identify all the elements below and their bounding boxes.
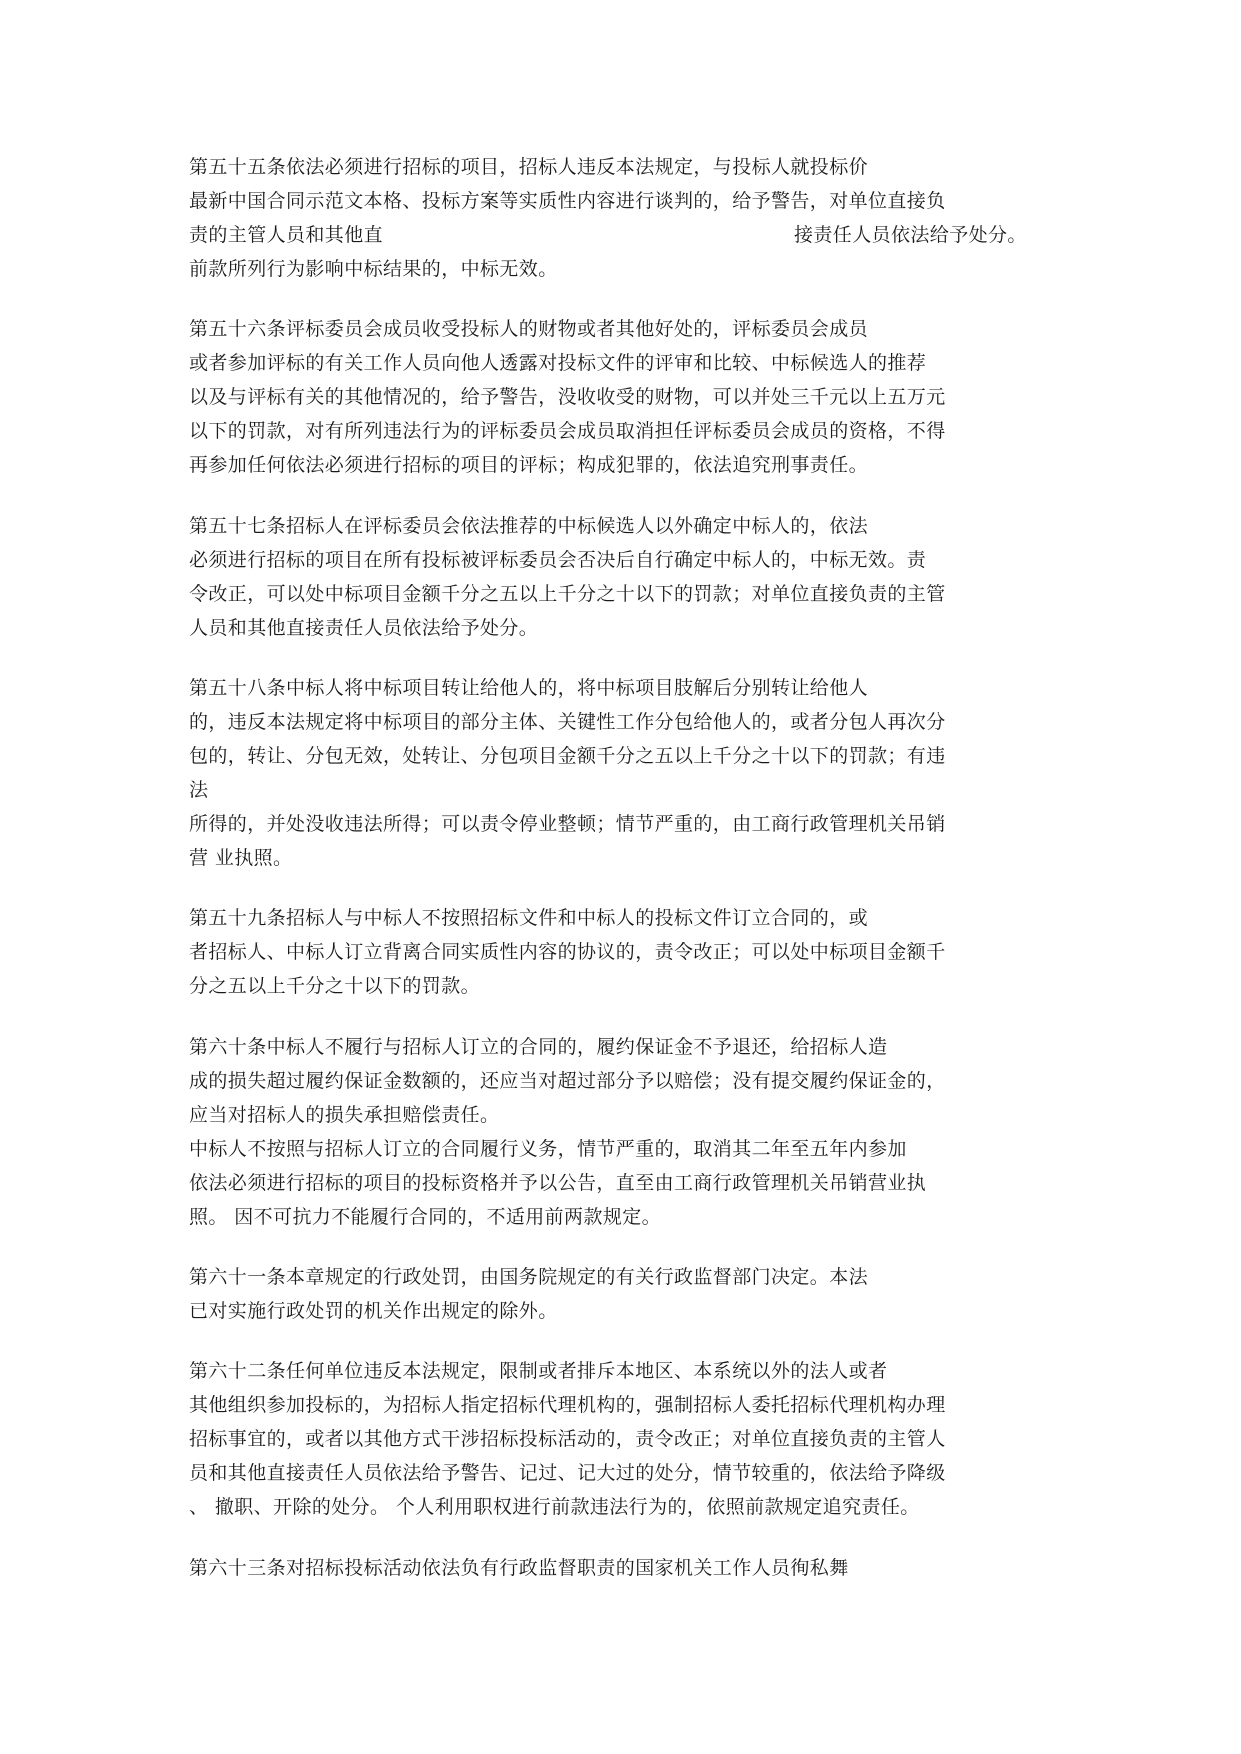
text-line: 中标人不按照与招标人订立的合同履行义务，情节严重的，取消其二年至五年内参加 — [189, 1138, 907, 1160]
text-line: 以下的罚款，对有所列违法行为的评标委员会成员取消担任评标委员会成员的资格，不得 — [189, 420, 946, 442]
text-line: 接责任人员依法给予处分。 — [794, 224, 1027, 246]
text-line: 第五十八条中标人将中标项目转让给他人的，将中标项目肢解后分别转让给他人 — [189, 677, 869, 699]
text-line: 责的主管人员和其他直 — [189, 224, 384, 246]
text-line: 再参加任何依法必须进行招标的项目的评标；构成犯罪的，依法追究刑事责任。 — [189, 454, 869, 476]
text-line: 其他组织参加投标的，为招标人指定招标代理机构的，强制招标人委托招标代理机构办理 — [189, 1394, 946, 1416]
text-line: 必须进行招标的项目在所有投标被评标委员会否决后自行确定中标人的，中标无效。责 — [189, 549, 927, 571]
text-line: 人员和其他直接责任人员依法给予处分。 — [189, 617, 539, 639]
text-line: 营 业执照。 — [189, 847, 293, 869]
text-line: 第六十一条本章规定的行政处罚，由国务院规定的有关行政监督部门决定。本法 — [189, 1266, 869, 1288]
text-line: 照。 因不可抗力不能履行合同的，不适用前两款规定。 — [189, 1206, 662, 1228]
text-line: 第五十五条依法必须进行招标的项目，招标人违反本法规定，与投标人就投标价 — [189, 156, 869, 178]
text-line: 、 撤职、开除的处分。 个人利用职权进行前款违法行为的，依照前款规定追究责任。 — [189, 1496, 920, 1518]
text-line: 员和其他直接责任人员依法给予警告、记过、记大过的处分，情节较重的，依法给予降级 — [189, 1462, 946, 1484]
text-line: 第五十九条招标人与中标人不按照招标文件和中标人的投标文件订立合同的，或 — [189, 907, 869, 929]
text-line: 令改正，可以处中标项目金额千分之五以上千分之十以下的罚款；对单位直接负责的主管 — [189, 583, 946, 605]
text-line: 第六十条中标人不履行与招标人订立的合同的，履约保证金不予退还，给招标人造 — [189, 1036, 888, 1058]
text-line: 包的，转让、分包无效，处转让、分包项目金额千分之五以上千分之十以下的罚款；有违 — [189, 745, 946, 767]
text-line: 以及与评标有关的其他情况的，给予警告，没收收受的财物，可以并处三千元以上五万元 — [189, 386, 946, 408]
text-line: 法 — [189, 779, 209, 801]
text-line: 所得的，并处没收违法所得；可以责令停业整顿；情节严重的，由工商行政管理机关吊销 — [189, 813, 946, 835]
text-line: 第六十三条对招标投标活动依法负有行政监督职责的国家机关工作人员徇私舞 — [189, 1557, 849, 1579]
text-line: 的，违反本法规定将中标项目的部分主体、关键性工作分包给他人的，或者分包人再次分 — [189, 711, 946, 733]
text-line: 最新中国合同示范文本格、投标方案等实质性内容进行谈判的，给予警告，对单位直接负 — [189, 190, 946, 212]
text-line: 应当对招标人的损失承担赔偿责任。 — [189, 1104, 500, 1126]
text-line: 者招标人、中标人订立背离合同实质性内容的协议的，责令改正；可以处中标项目金额千 — [189, 941, 946, 963]
text-line: 或者参加评标的有关工作人员向他人透露对投标文件的评审和比较、中标候选人的推荐 — [189, 352, 927, 374]
text-line: 招标事宜的，或者以其他方式干涉招标投标活动的，责令改正；对单位直接负责的主管人 — [189, 1428, 946, 1450]
text-line: 第六十二条任何单位违反本法规定，限制或者排斥本地区、本系统以外的法人或者 — [189, 1360, 888, 1382]
text-line: 成的损失超过履约保证金数额的，还应当对超过部分予以赔偿；没有提交履约保证金的， — [189, 1070, 946, 1092]
text-line: 依法必须进行招标的项目的投标资格并予以公告，直至由工商行政管理机关吊销营业执 — [189, 1172, 927, 1194]
text-line: 分之五以上千分之十以下的罚款。 — [189, 975, 481, 997]
text-line: 已对实施行政处罚的机关作出规定的除外。 — [189, 1300, 558, 1322]
text-line: 第五十七条招标人在评标委员会依法推荐的中标候选人以外确定中标人的，依法 — [189, 515, 869, 537]
text-line: 前款所列行为影响中标结果的，中标无效。 — [189, 258, 558, 280]
text-line: 第五十六条评标委员会成员收受投标人的财物或者其他好处的，评标委员会成员 — [189, 318, 869, 340]
